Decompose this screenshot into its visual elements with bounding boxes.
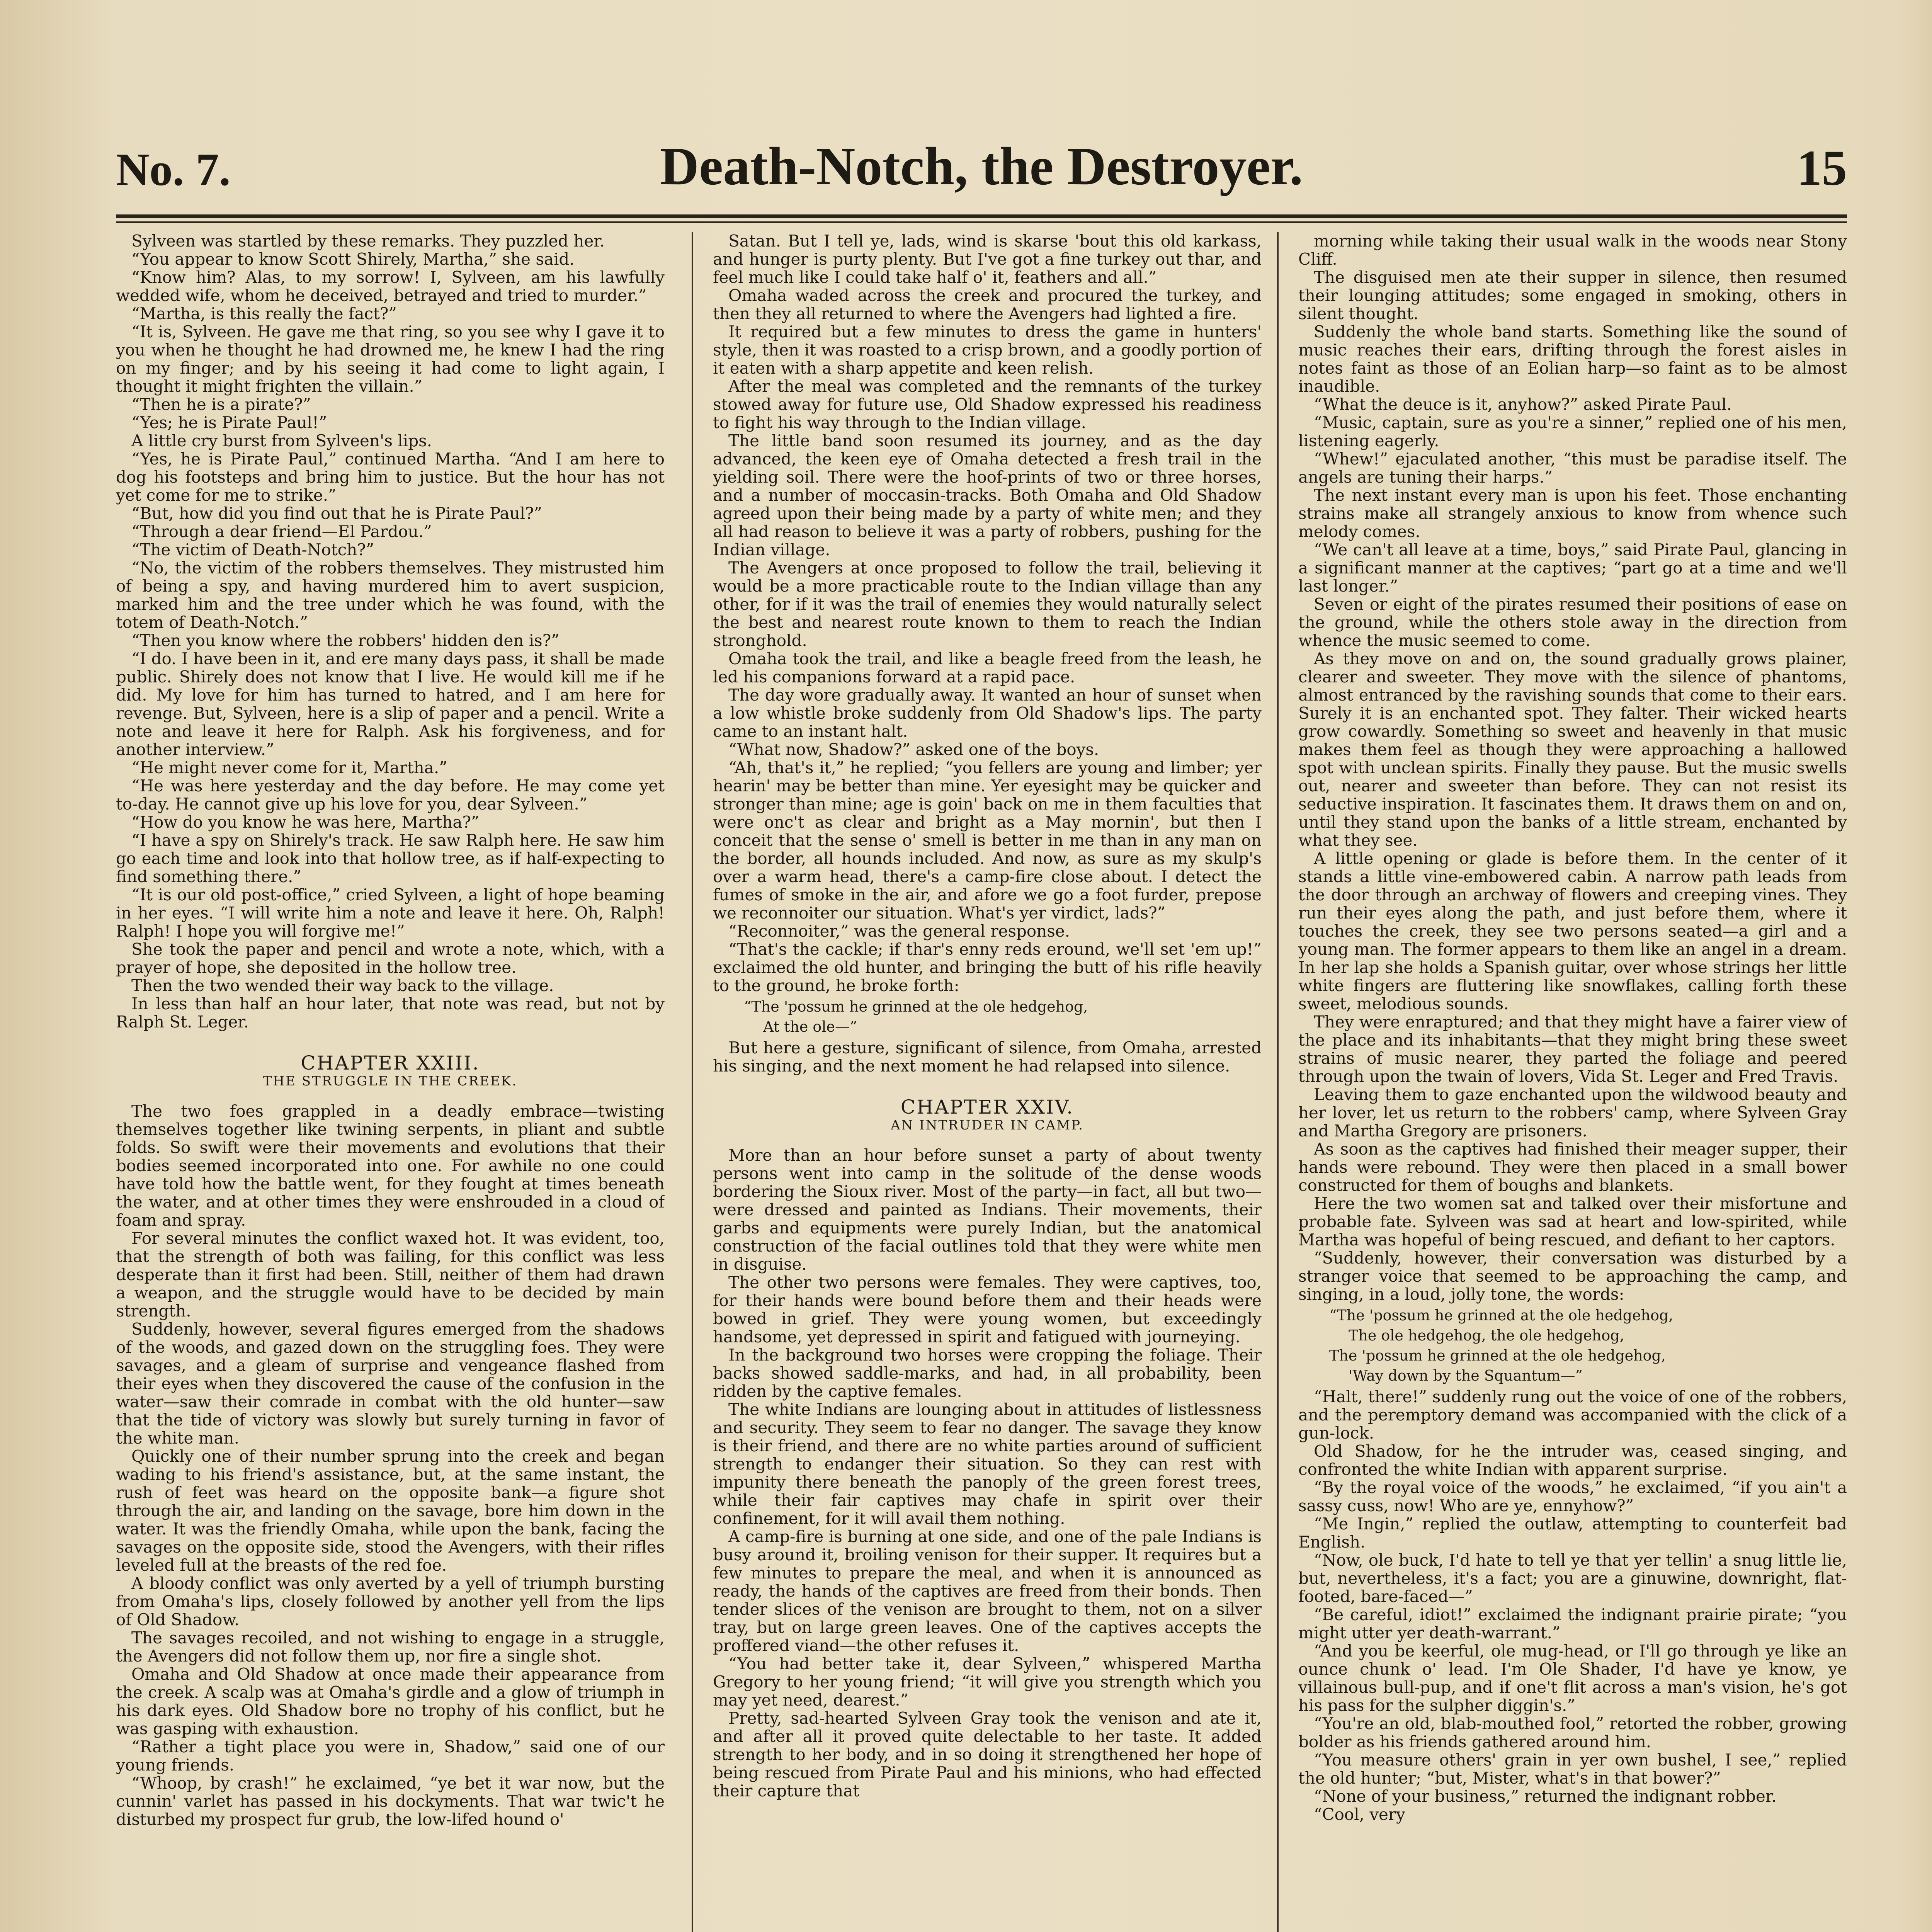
paragraph: “I do. I have been in it, and ere many days pass, it shall be made public. Shirely does not know that I live. He would kill me if he did. My love for him has turned to hatred, and I am here for revenge. But, Sylveen, here is a slip of paper and a pencil. Write a note and leave it here for Ralph. Ask his forgiveness, and for another interview.” [116,649,665,759]
paragraph: “Whoop, by crash!” he exclaimed, “ye bet it war now, but the cunnin' varlet has passed in his dockyments. That war twic't he disturbed my prospect fur grub, the low-lifed hound o' [116,1774,665,1829]
text-column-2 [713,232,1262,1932]
paragraph: “He was here yesterday and the day before. He may come yet to-day. He cannot give up his love for you, dear Sylveen.” [116,776,665,813]
paragraph: “Ah, that's it,” he replied; “you fellers are young and limber; yer hearin' may be better than mine. Yer eyesight may be quicker and stronger than mine; age is goin' back on me in them faculties that were onc't as clear and bright as a May mornin', but then I conceit that the sense o' smell is better in me than in any man on the border, all hounds included. And now, as sure as my skulp's over a warm head, there's a camp-fire close about. I detect the fumes of smoke in the air, and afore we go a foot furder, prepose we reconnoiter our situation. What's yer virdict, lads?” [713,758,1262,922]
chapter-heading: CHAPTER XXIV. [900,1096,1074,1118]
paragraph: “He might never come for it, Martha.” [131,758,447,777]
paragraph: morning while taking their usual walk in the woods near Stony Cliff. [1298,232,1847,269]
paragraph: After the meal was completed and the remnants of the turkey stowed away for future use, Old Shadow expressed his readiness to fight his way through to the Indian village. [713,377,1262,432]
paragraph: “Me Ingin,” replied the outlaw, attempting to counterfeit bad English. [1298,1514,1847,1551]
paragraph: “What the deuce is it, anyhow?” asked Pirate Paul. [1314,395,1732,414]
paragraph: She took the paper and pencil and wrote a note, which, with a prayer of hope, she deposited in the hollow tree. [116,940,665,977]
paragraph: “What now, Shadow?” asked one of the boys. [728,740,1099,759]
paragraph: “You appear to know Scott Shirely, Martha,” she said. [131,250,575,269]
paragraph: “Then you know where the robbers' hidden den is?” [131,631,560,650]
chapter-subtitle: AN INTRUDER IN CAMP. [891,1117,1084,1133]
paragraph: More than an hour before sunset a party of about twenty persons went into camp in the solitude of the dense woods bordering the Sioux river. Most of the party—in fact, all but two—were dressed and painted as Indians. Their movements, their garbs and equipments were purely Indian, but the anatomical construction of the facial outlines told that they were white men in disguise. [713,1146,1262,1274]
page-number: 15 [1797,140,1847,196]
paragraph: A camp-fire is burning at one side, and one of the pale Indians is busy around it, broiling venison for their supper. It requires but a few minutes to prepare the meal, and when it is announced as ready, the hands of the captives are freed from their bonds. Then tender slices of the venison are brought to them, not on a silver tray, but on large green leaves. One of the captives accepts the proffered viand—the other refuses it. [713,1527,1262,1655]
paragraph: Suddenly, however, several figures emerged from the shadows of the woods, and gazed down on the struggling foes. They were savages, and a gleam of surprise and vengeance flashed from their eyes when they discovered the cause of the confusion in the water—saw their comrade in combat with the old hunter—saw that the tide of victory was slowly but surely turning in favor of the white man. [116,1320,665,1447]
paragraph: The two foes grappled in a deadly embrace—twisting themselves together like twining serpents, in pliant and subtle folds. So swift were their movements and evolutions that their bodies seemed incorporated into one. For awhile no one could have told how the battle went, for they fought at times beneath the water, and at other times they were enshrouded in a cloud of foam and spray. [116,1102,665,1230]
paragraph: “We can't all leave at a time, boys,” said Pirate Paul, glancing in a significant manner at the captives; “part go at a time and we'll last longer.” [1298,540,1847,595]
paragraph: Here the two women sat and talked over their misfortune and probable fate. Sylveen was sad at heart and low-spirited, while Martha was hopeful of being rescued, and defiant to her captors. [1298,1194,1847,1249]
paragraph: “Be careful, idiot!” exclaimed the indignant prairie pirate; “you might utter yer death-warrant.” [1298,1605,1847,1642]
column-divider [1277,232,1279,1932]
paragraph: “Suddenly, however, their conversation was disturbed by a stranger voice that seemed to be approaching the camp, and singing, in a loud, jolly tone, the words: [1298,1248,1847,1304]
paragraph: “Rather a tight place you were in, Shadow,” said one of our young friends. [116,1737,665,1774]
verse-line: 'Way down by the Squantum—” [1349,1367,1583,1384]
paragraph: “Music, captain, sure as you're a sinner,” replied one of his men, listening eagerly. [1298,413,1847,450]
paragraph: “Halt, there!” suddenly rung out the voice of one of the robbers, and the peremptory demand was accompanied with the click of a gun-lock. [1298,1387,1847,1442]
paragraph: Suddenly the whole band starts. Something like the sound of music reaches their ears, drifting through the forest aisles in notes faint as those of an Eolian harp—so faint as to be almost inaudible. [1298,322,1847,396]
paragraph: “Now, ole buck, I'd hate to tell ye that yer tellin' a snug little lie, but, nevertheless, it's a fact; you are a ginuwine, downright, flat-footed, bare-faced—” [1298,1551,1847,1606]
paragraph: The next instant every man is upon his feet. Those enchanting strains make all strangely anxious to know from whence such melody comes. [1298,486,1847,541]
paragraph: The disguised men ate their supper in silence, then resumed their lounging attitudes; some engaged in smoking, others in silent thought. [1298,268,1847,323]
paragraph: Omaha and Old Shadow at once made their appearance from the creek. A scalp was at Omaha's girdle and a glow of triumph in his dark eyes. Old Shadow bore no trophy of his conflict, but he was gasping with exhaustion. [116,1665,665,1738]
paragraph: Quickly one of their number sprung into the creek and began wading to his friend's assistance, but, at the same instant, the rush of feet was heard on the opposite bank—a figure shot through the air, and landing on the savage, bore him down in the water. It was the friendly Omaha, while upon the bank, facing the savages on the opposite side, stood the Avengers, with their rifles leveled full at the breasts of the red foe. [116,1447,665,1575]
paragraph: The other two persons were females. They were captives, too, for their hands were bound before them and their heads were bowed in grief. They were young women, but exceedingly handsome, yet depressed in spirit and fatigued with journeying. [713,1273,1262,1346]
paragraph: In less than half an hour later, that note was read, but not by Ralph St. Leger. [116,994,665,1031]
verse-line: The 'possum he grinned at the ole hedgehog, [1329,1347,1666,1364]
verse-line: “The 'possum he grinned at the ole hedgehog, [1329,1307,1673,1324]
paragraph: “Whew!” ejaculated another, “this must be paradise itself. The angels are tuning their harps.” [1298,449,1847,486]
paragraph: But here a gesture, significant of silence, from Omaha, arrested his singing, and the next moment he had relapsed into silence. [713,1038,1262,1075]
paragraph: For several minutes the conflict waxed hot. It was evident, too, that the strength of both was failing, for this conflict was less desperate than it first had been. Still, neither of them had drawn a weapon, and the struggle would have to be decided by main strength. [116,1229,665,1320]
paragraph: As soon as the captives had finished their meager supper, their hands were rebound. They were then placed in a small bower constructed for them of boughs and blankets. [1298,1139,1847,1195]
paragraph: In the background two horses were cropping the foliage. Their backs showed saddle-marks, and had, in all probability, been ridden by the captive females. [713,1345,1262,1401]
paragraph: Satan. But I tell ye, lads, wind is skarse 'bout this old karkass, and hunger is purty plenty. But I've got a fine turkey out thar, and feel much like I could take half o' it, feathers and all.” [713,232,1262,287]
paragraph: “You're an old, blab-mouthed fool,” retorted the robber, growing bolder as his friends gathered around him. [1298,1714,1847,1751]
paragraph: They were enraptured; and that they might have a fairer view of the place and its inhabitants—that they might bring these sweet strains of music nearer, they parted the foliage and peered through upon the twain of lovers, Vida St. Leger and Fred Travis. [1298,1012,1847,1086]
paragraph: “I have a spy on Shirely's track. He saw Ralph here. He saw him go each time and look into that hollow tree, as if half-expecting to find something there.” [116,831,665,886]
running-title: Death-Notch, the Destroyer. [660,136,1303,196]
paragraph: “By the royal voice of the woods,” he exclaimed, “if you ain't a sassy cuss, now! Who are ye, ennyhow?” [1298,1478,1847,1515]
header-rule [116,214,1847,223]
paragraph: It required but a few minutes to dress the game in hunters' style, then it was roasted to a crisp brown, and a goodly portion of it eaten with a sharp appetite and keen relish. [713,322,1262,378]
verse-line: “The 'possum he grinned at the ole hedgehog, [744,998,1088,1015]
paragraph: “You had better take it, dear Sylveen,” whispered Martha Gregory to her young friend; “it will give you strength which you may yet need, dearest.” [713,1654,1262,1709]
paragraph: Sylveen was startled by these remarks. They puzzled her. [131,232,605,250]
paragraph: Omaha waded across the creek and procured the turkey, and then they all returned to where the Avengers had lighted a fire. [713,286,1262,323]
paragraph: Omaha took the trail, and like a beagle freed from the leash, he led his companions forward at a rapid pace. [713,649,1262,686]
issue-number: No. 7. [116,144,231,195]
text-column-3 [1298,232,1847,1932]
paragraph: Then the two wended their way back to the village. [131,976,554,995]
paragraph: “Know him? Alas, to my sorrow! I, Sylveen, am his lawfully wedded wife, whom he deceived, betrayed and tried to murder.” [116,268,665,305]
paragraph: “And you be keerful, ole mug-head, or I'll go through ye like an ounce chunk o' lead. I'm Ole Shader, I'd have ye know, ye villainous bull-pup, and if one't flit across a man's vision, he's got his pass for the sulpher diggin's.” [1298,1641,1847,1715]
paragraph: The little band soon resumed its journey, and as the day advanced, the keen eye of Omaha detected a fresh trail in the yielding soil. There were the hoof-prints of two or three horses, and a number of moccasin-tracks. Both Omaha and Old Shadow agreed upon their being made by a party of white men; and they all had reason to believe it was a party of robbers, pushing for the Indian village. [713,431,1262,559]
page-header [116,128,1847,220]
paragraph: “That's the cackle; if thar's enny reds eround, we'll set 'em up!” exclaimed the old hunter, and bringing the butt of his rifle heavily to the ground, he broke forth: [713,940,1262,995]
paragraph: Pretty, sad-hearted Sylveen Gray took the venison and ate it, and after all it proved quite delectable to her taste. It added strength to her body, and in so doing it strengthened her hope of being rescued from Pirate Paul and his minions, who had effected their capture that [713,1709,1262,1800]
paragraph: A little opening or glade is before them. In the center of it stands a little vine-embowered cabin. A narrow path leads from the door through an archway of flowers and creeping vines. They run their eyes along the path, and just before them, where it touches the creek, they see two persons seated—a girl and a young man. The former appears to them like an angel in a dream. In her lap she holds a Spanish guitar, over whose strings her little white fingers are fluttering like snowflakes, calling forth these sweet, melodious sounds. [1298,849,1847,1013]
paragraph: “It is, Sylveen. He gave me that ring, so you see why I gave it to you when he thought he had drowned me, he knew I had the ring on my finger; and by his seeing it had come to light again, I thought it might frighten the villain.” [116,322,665,396]
paragraph: The day wore gradually away. It wanted an hour of sunset when a low whistle broke suddenly from Old Shadow's lips. The party came to an instant halt. [713,685,1262,741]
paragraph: A little cry burst from Sylveen's lips. [131,431,432,450]
paragraph: “Reconnoiter,” was the general response. [728,922,1070,940]
paragraph: “It is our old post-office,” cried Sylveen, a light of hope beaming in her eyes. “I will write him a note and leave it here. Oh, Ralph! Ralph! I hope you will forgive me!” [116,885,665,940]
chapter-heading: CHAPTER XXIII. [301,1052,480,1074]
paragraph: “Cool, very [1314,1805,1405,1824]
paragraph: Seven or eight of the pirates resumed their positions of ease on the ground, while the others stole away in the direction from whence the music seemed to come. [1298,595,1847,650]
paragraph: “Yes, he is Pirate Paul,” continued Martha. “And I am here to dog his footsteps and bring him to justice. But the hour has not yet come for me to strike.” [116,449,665,505]
paragraph: The savages recoiled, and not wishing to engage in a struggle, the Avengers did not follow them up, nor fire a single shot. [116,1628,665,1665]
paragraph: Old Shadow, for he the intruder was, ceased singing, and confronted the white Indian with apparent surprise. [1298,1442,1847,1479]
verse-line: The ole hedgehog, the ole hedgehog, [1349,1327,1624,1344]
paragraph: “But, how did you find out that he is Pirate Paul?” [131,504,543,523]
paragraph: As they move on and on, the sound gradually grows plainer, clearer and sweeter. They move with the silence of phantoms, almost entranced by the ravishing sounds that come to their ears. Surely it is an enchanted spot. They falter. Their wicked hearts grow cowardly. Something so sweet and heavenly in that music makes them feel as though they were approaching a hallowed spot with unclean spirits. Finally they pause. But the music swells out, nearer and sweeter than before. They can not resist its seductive inspiration. It fascinates them. It draws them on and on, until they stand upon the banks of a little stream, enchanted by what they see. [1298,649,1847,850]
paragraph: “Then he is a pirate?” [131,395,311,414]
text-column-1 [116,232,665,1932]
paragraph: “You measure others' grain in yer own bushel, I see,” replied the old hunter; “but, Mister, what's in that bower?” [1298,1750,1847,1787]
paragraph: “No, the victim of the robbers themselves. They mistrusted him of being a spy, and having murdered him to avert suspicion, marked him and the tree under which he was found, with the totem of Death-Notch.” [116,558,665,632]
column-divider [692,232,693,1932]
paragraph: “How do you know he was here, Martha?” [131,813,480,832]
verse-line: At the ole—” [763,1018,857,1035]
paragraph: “None of your business,” returned the indignant robber. [1314,1787,1777,1806]
paragraph: “Through a dear friend—El Pardou.” [131,522,432,541]
paragraph: The Avengers at once proposed to follow the trail, believing it would be a more practicable route to the Indian village than any other, for if it was the trail of enemies they would naturally select the best and nearest route known to them to reach the Indian stronghold. [713,558,1262,650]
paragraph: A bloody conflict was only averted by a yell of triumph bursting from Omaha's lips, closely followed by another yell from the lips of Old Shadow. [116,1574,665,1629]
chapter-subtitle: THE STRUGGLE IN THE CREEK. [263,1073,518,1089]
paragraph: “The victim of Death-Notch?” [131,540,374,559]
paragraph: The white Indians are lounging about in attitudes of listlessness and security. They seem to fear no danger. The savage they know is their friend, and there are no white parties around of sufficient strength to endanger their situation. So they can rest with impunity there beneath the panoply of the green forest trees, while their fair captives may chafe in spirit over their confinement, for it will avail them nothing. [713,1400,1262,1528]
paragraph: Leaving them to gaze enchanted upon the wildwood beauty and her lover, let us return to the robbers' camp, where Sylveen Gray and Martha Gregory are prisoners. [1298,1085,1847,1140]
paragraph: “Martha, is this really the fact?” [131,304,397,323]
paragraph: “Yes; he is Pirate Paul!” [131,413,327,432]
